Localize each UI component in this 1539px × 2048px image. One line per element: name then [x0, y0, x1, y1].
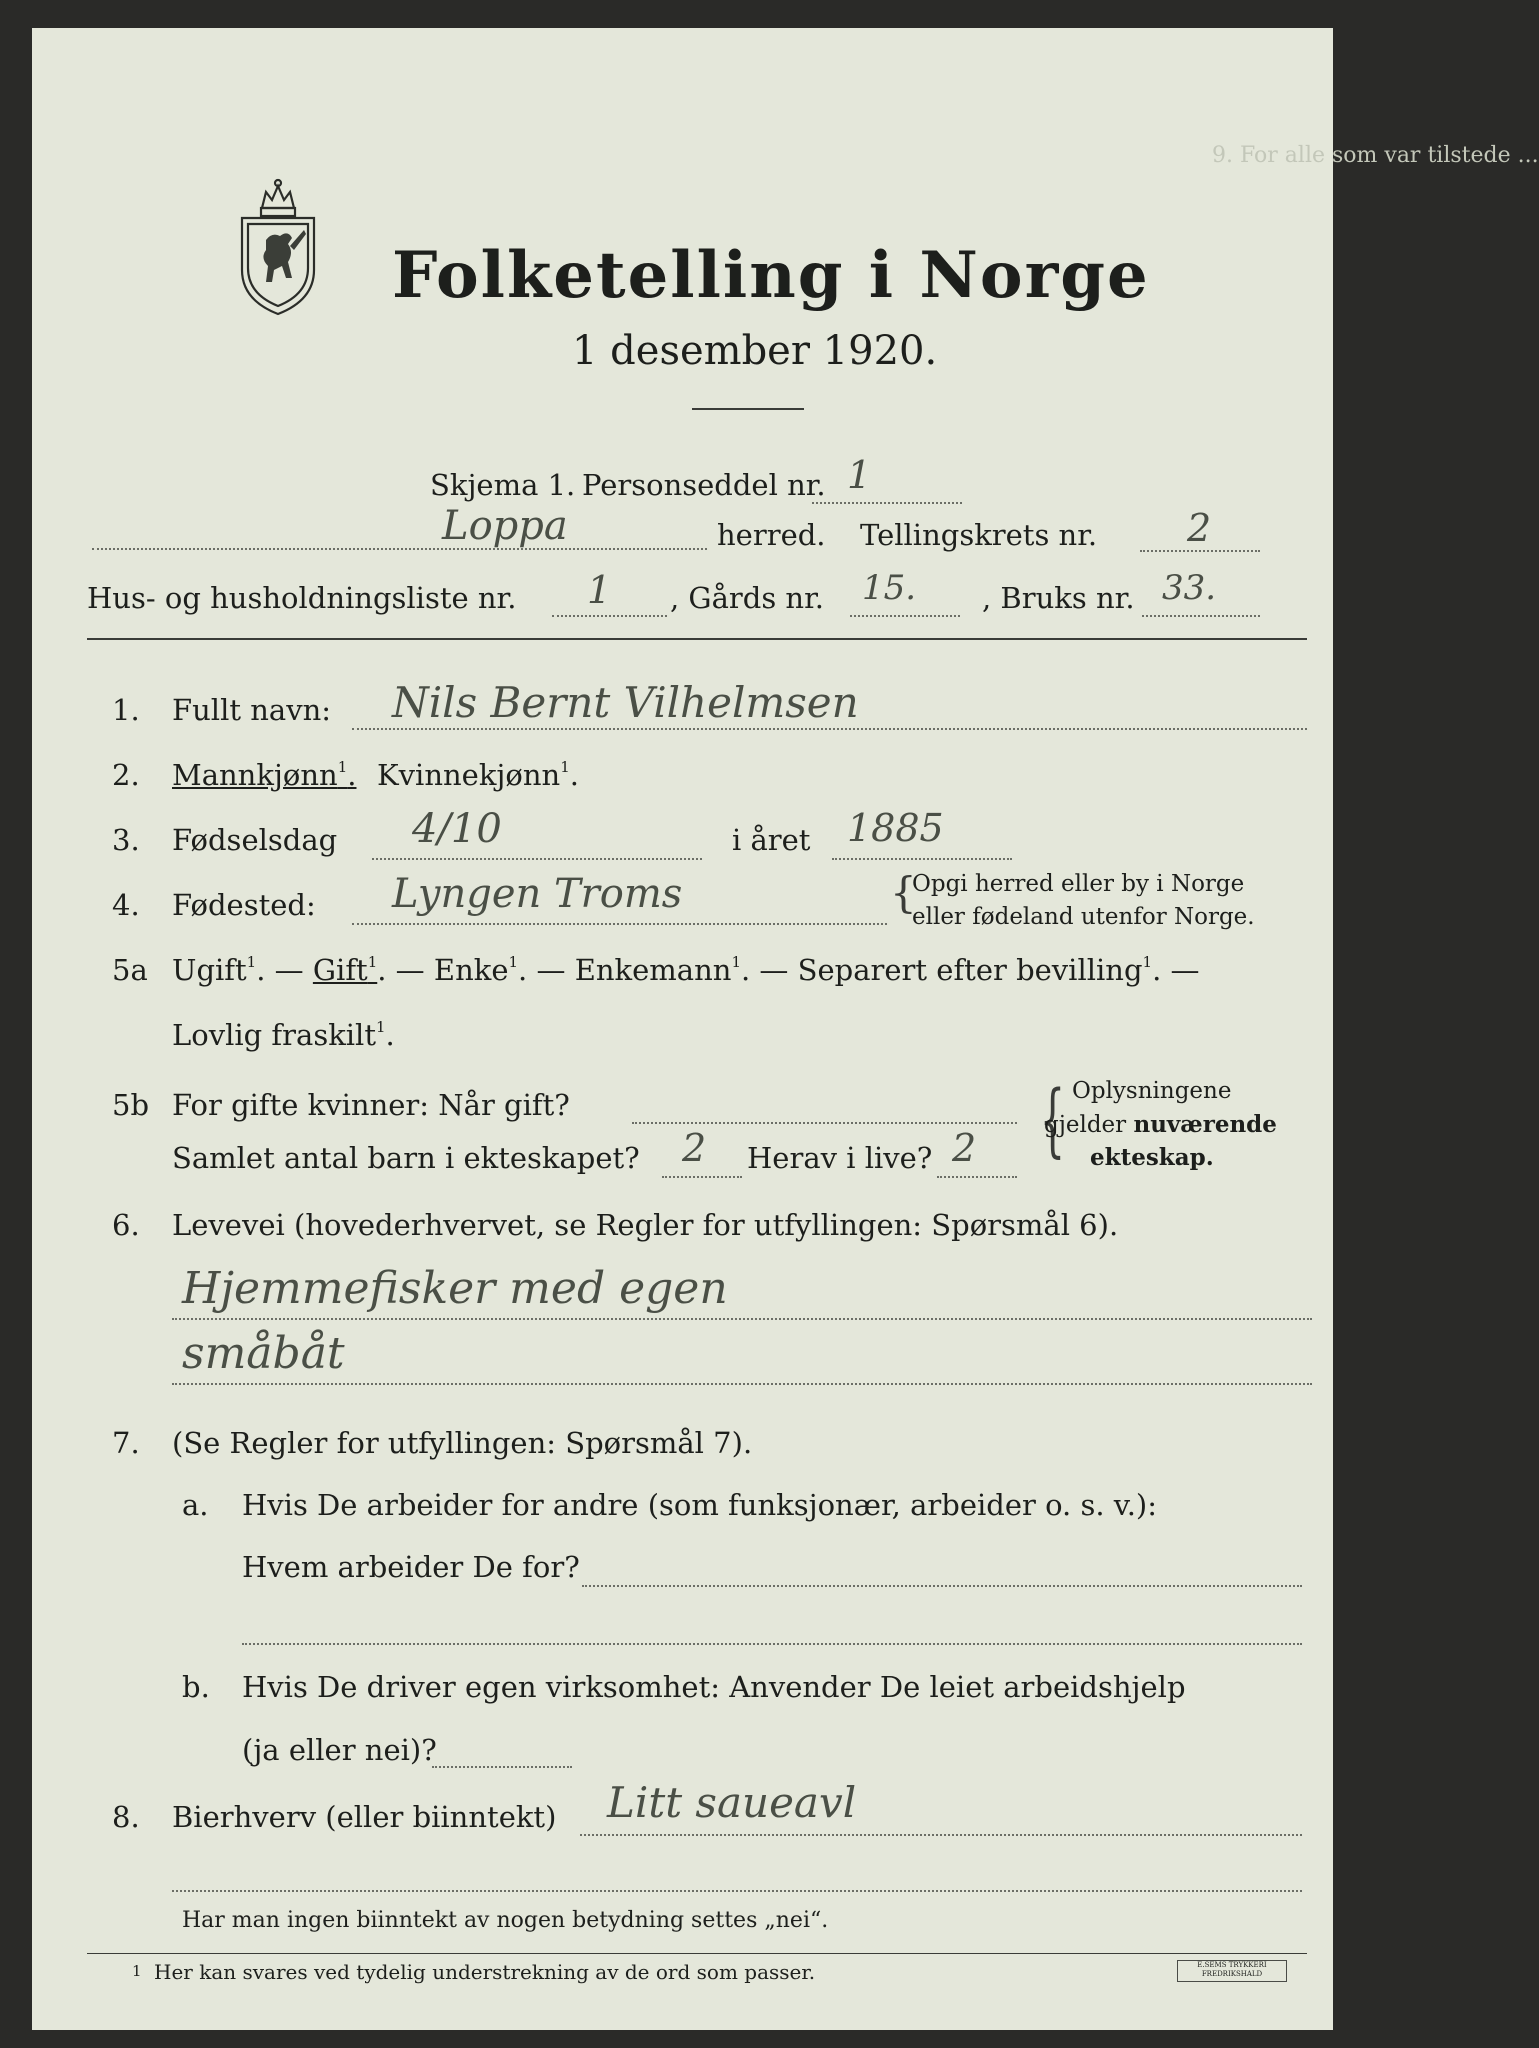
gards-field-line [850, 615, 960, 617]
q5a-enkemann-option[interactable] [575, 953, 741, 987]
printer-mark: E.SEMS TRYKKERI FREDRIKSHALD [1177, 1960, 1287, 1982]
q5a-ugift-footnote-mark: 1 [246, 953, 257, 971]
q7-label: (Se Regler for utfyllingen: Spørsmål 7). [172, 1426, 753, 1460]
q5a-separator-3: . — [518, 953, 566, 987]
form-title: Folketelling i Norge [392, 238, 1150, 313]
married-date-field-line [632, 1122, 1017, 1124]
footnote-number: 1 [132, 1962, 142, 1980]
birthdate-value[interactable]: 4/10 [412, 806, 502, 852]
tellingskrets-field-line [1140, 550, 1260, 552]
q5a-ugift-option[interactable] [172, 953, 256, 987]
personseddel-value[interactable]: 1 [847, 453, 872, 497]
birthyear-label: i året [732, 823, 811, 857]
alive-field-line [937, 1176, 1017, 1178]
employer-field-line-2[interactable] [242, 1643, 1302, 1645]
q5b-brace-icon: { [1039, 1073, 1066, 1166]
birthyear-field-line [832, 858, 1012, 860]
q5a-separator-4: . — [740, 953, 789, 987]
personseddel-label: Personseddel nr. [582, 468, 826, 502]
q5a-gift-footnote-mark: 1 [367, 953, 378, 971]
herred-label: herred. [717, 518, 826, 552]
employer-field-line-1[interactable] [582, 1585, 1302, 1587]
q7b-text: Hvis De driver egen virksomhet: Anvender De leiet arbeidshjelp [242, 1670, 1186, 1704]
gards-value[interactable]: 15. [862, 568, 917, 608]
birthdate-field-line [372, 858, 702, 860]
q4-label: Fødested: [172, 888, 316, 922]
hired-help-field-line[interactable] [432, 1766, 572, 1768]
q4-note-line1: Opgi herred eller by i Norge [912, 871, 1245, 897]
q5a-options [172, 953, 1200, 987]
header-rule [87, 638, 1307, 640]
q1-label: Fullt navn: [172, 693, 332, 727]
alive-label: Herav i live? [747, 1141, 933, 1175]
q3-number: 3. [112, 823, 140, 857]
q5a-separator-2: . — [377, 953, 425, 987]
q5a-fraskilt-label: Lovlig fraskilt [172, 1018, 376, 1052]
q7b-question: (ja eller nei)? [242, 1733, 437, 1767]
tellingskrets-value[interactable]: 2 [1187, 506, 1212, 550]
footnote-text: Her kan svares ved tydelig understrekning av de ord som passer. [154, 1960, 816, 1984]
birthplace-value[interactable]: Lyngen Troms [392, 871, 683, 917]
birthplace-field-line [352, 923, 887, 925]
q5b-note-line2a: gjelder [1044, 1112, 1127, 1138]
bruks-label: , Bruks nr. [982, 581, 1135, 615]
husholdningsliste-field-line [552, 615, 667, 617]
herred-value[interactable]: Loppa [442, 503, 568, 549]
q7a-text: Hvis De arbeider for andre (som funksjonær, arbeider o. s. v.): [242, 1488, 1158, 1522]
q2-female-label: Kvinnekjønn [377, 758, 561, 792]
q5a-enkemann-label: Enkemann [574, 953, 732, 987]
form-subtitle: 1 desember 1920. [572, 328, 938, 374]
side-income-field-line-2[interactable] [172, 1890, 1302, 1892]
full-name-value[interactable]: Nils Bernt Vilhelmsen [392, 678, 859, 727]
bleed-through-text: 9. For alle som var tilstede ... [1212, 143, 1539, 168]
q5a-fraskilt-dot: . [385, 1018, 395, 1052]
q1-number: 1. [112, 693, 140, 727]
q5b-label: For gifte kvinner: Når gift? [172, 1088, 570, 1122]
q5b-note-line2 [1044, 1111, 1277, 1138]
q7a-letter: a. [182, 1488, 209, 1522]
q2-male-dot: . [347, 758, 357, 792]
gards-label: , Gårds nr. [670, 581, 824, 615]
q5b-note-line2b: nuværende [1133, 1111, 1277, 1138]
q2-male-option[interactable] [172, 758, 356, 792]
q5a-enke-label: Enke [433, 953, 509, 987]
q4-number: 4. [112, 888, 140, 922]
footer-note: Har man ingen biinntekt av nogen betydning settes „nei“. [182, 1908, 829, 1933]
personseddel-field-line [812, 502, 962, 504]
q5b-number: 5b [112, 1088, 150, 1122]
q5a-number: 5a [112, 953, 148, 987]
norway-coat-of-arms-icon [232, 178, 324, 322]
side-income-value[interactable]: Litt saueavl [607, 1778, 857, 1827]
title-divider [692, 408, 804, 410]
children-field-line [662, 1176, 742, 1178]
occupation-field-line-2 [172, 1383, 1312, 1385]
q7-number: 7. [112, 1426, 140, 1460]
occupation-value-1[interactable]: Hjemmefisker med egen [182, 1263, 728, 1314]
q6-number: 6. [112, 1208, 140, 1242]
children-value[interactable]: 2 [682, 1126, 707, 1170]
birthyear-value[interactable]: 1885 [847, 806, 944, 850]
children-label: Samlet antal barn i ekteskapet? [172, 1141, 640, 1175]
tellingskrets-label: Tellingskrets nr. [860, 518, 1098, 552]
q3-label: Fødselsdag [172, 823, 338, 857]
q2-male-label: Mannkjønn [172, 758, 338, 792]
q5a-separert-footnote-mark: 1 [1142, 953, 1153, 971]
q2-female-dot: . [569, 758, 579, 792]
q7b-letter: b. [182, 1670, 210, 1704]
occupation-field-line-1 [172, 1318, 1312, 1320]
q2-female-footnote-mark: 1 [560, 758, 570, 776]
q5a-separator-1: . — [256, 953, 304, 987]
full-name-field-line [352, 728, 1307, 730]
herred-field-line [92, 548, 707, 550]
q8-label: Bierhverv (eller biinntekt) [172, 1800, 557, 1834]
husholdningsliste-value[interactable]: 1 [587, 568, 612, 612]
q2-male-footnote-mark: 1 [337, 758, 348, 776]
q4-note-line2: eller fødeland utenfor Norge. [912, 904, 1255, 930]
q5a-gift-option[interactable] [313, 953, 377, 987]
q5a-separert-option[interactable] [798, 953, 1152, 987]
q5b-note-line3: ekteskap. [1090, 1144, 1214, 1171]
brace-icon: { [890, 868, 917, 917]
q5a-separert-label: Separert efter bevilling [797, 953, 1143, 987]
occupation-value-2[interactable]: småbåt [182, 1328, 345, 1379]
q5a-fraskilt-option[interactable] [172, 1018, 395, 1052]
footnote-rule [87, 1953, 1307, 1954]
q2-female-option[interactable] [377, 758, 579, 792]
side-income-field-line-1 [580, 1834, 1302, 1836]
husholdningsliste-label: Hus- og husholdningsliste nr. [87, 581, 517, 615]
q5a-separator-5: . — [1152, 953, 1200, 987]
q5a-ugift-label: Ugift [172, 953, 247, 987]
q8-number: 8. [112, 1800, 140, 1834]
bruks-field-line [1142, 615, 1260, 617]
q5a-fraskilt-footnote-mark: 1 [375, 1018, 386, 1036]
q5a-enke-option[interactable] [434, 953, 518, 987]
q5a-enke-footnote-mark: 1 [508, 953, 519, 971]
q2-number: 2. [112, 758, 140, 792]
q7a-question: Hvem arbeider De for? [242, 1550, 580, 1584]
alive-value[interactable]: 2 [952, 1126, 977, 1170]
skjema-label: Skjema 1. [430, 468, 576, 502]
q5a-gift-label: Gift [312, 953, 368, 987]
bruks-value[interactable]: 33. [1162, 568, 1217, 608]
q6-label: Levevei (hovederhvervet, se Regler for utfyllingen: Spørsmål 6). [172, 1208, 1119, 1242]
census-form-page [32, 28, 1539, 2030]
q5b-note-line1: Oplysningene [1072, 1078, 1232, 1104]
q5a-enkemann-footnote-mark: 1 [731, 953, 741, 971]
